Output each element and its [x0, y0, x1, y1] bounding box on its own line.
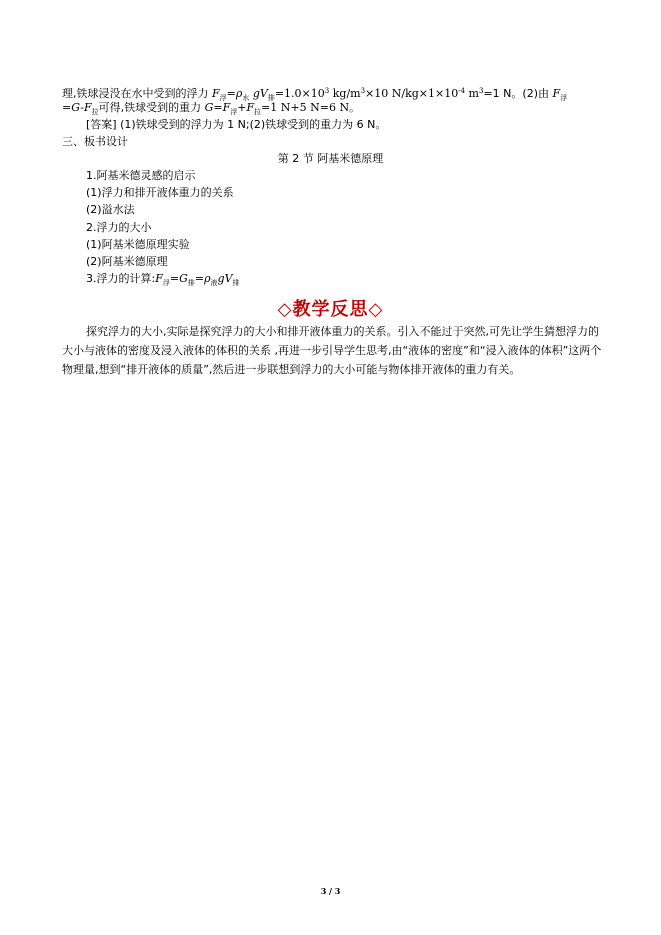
board-item: (1)浮力和排开液体重力的关系 — [86, 186, 234, 199]
board-item: (2)溢水法 — [86, 203, 135, 216]
text-segment: 可得,铁球受到的重力 — [98, 101, 205, 114]
board-item: 2.浮力的大小 — [86, 221, 152, 234]
formula-archimedes: $F_浮=G_排=\rho_液gV_排$ — [155, 272, 240, 287]
text-segment: =1 N。(2)由 — [483, 87, 553, 100]
calc-value: $=1.0\times 10^3$ $kg/m^3\times 10$ $N/kg\times 1\times 10^{-4}$ $m^3$ — [274, 87, 484, 100]
page-number: 3 / 3 — [320, 886, 341, 896]
board-item: 1.阿基米德灵感的启示 — [86, 169, 196, 182]
text-segment: 理,铁球浸没在水中受到的浮力 — [62, 87, 212, 100]
calc-line-2: $=G-F_拉$可得,铁球受到的重力 $G=F_浮+F_拉=1$ N+5 N=6 N。 — [62, 101, 361, 116]
calc-value: =1 N+5 N=6 N。 — [261, 101, 361, 114]
board-item: (2)阿基米德原理 — [86, 255, 168, 268]
reflection-title: ◇教学反思◇ — [277, 299, 384, 320]
reflection-paragraph: 探究浮力的大小,实际是探究浮力的大小和排开液体重力的关系。引入不能过于突然,可先让学生猜想浮力的大小与液体的密度及浸入液体的体积的关系 ,再进一步引导学生思考,由“液体的密度”和“浸入液体的体积”这两个物理量,想到“排开液体的质量”,然后进一步联想到浮力的大小可能与物体排开液体的重力有关。 — [62, 325, 602, 376]
formula-F-float: $F_浮$ — [552, 87, 568, 102]
board-item-calc: 3.浮力的计算$:F_浮=G_排=\rho_液gV_排$ — [86, 272, 240, 287]
formula-buoyancy: $F_浮=\rho_水$ $gV_排$ — [212, 87, 275, 102]
formula-gravity: $G=F_浮+F_拉$ — [204, 101, 262, 116]
section-heading: 三、板书设计 — [62, 135, 128, 148]
answer-line: [答案] (1)铁球受到的浮力为 1 N;(2)铁球受到的重力为 6 N。 — [86, 118, 387, 131]
formula-difference: $G-F_拉$ — [71, 101, 99, 116]
board-title: 第 2 节 阿基米德原理 — [277, 152, 384, 165]
board-item: (1)阿基米德原理实验 — [86, 238, 190, 251]
